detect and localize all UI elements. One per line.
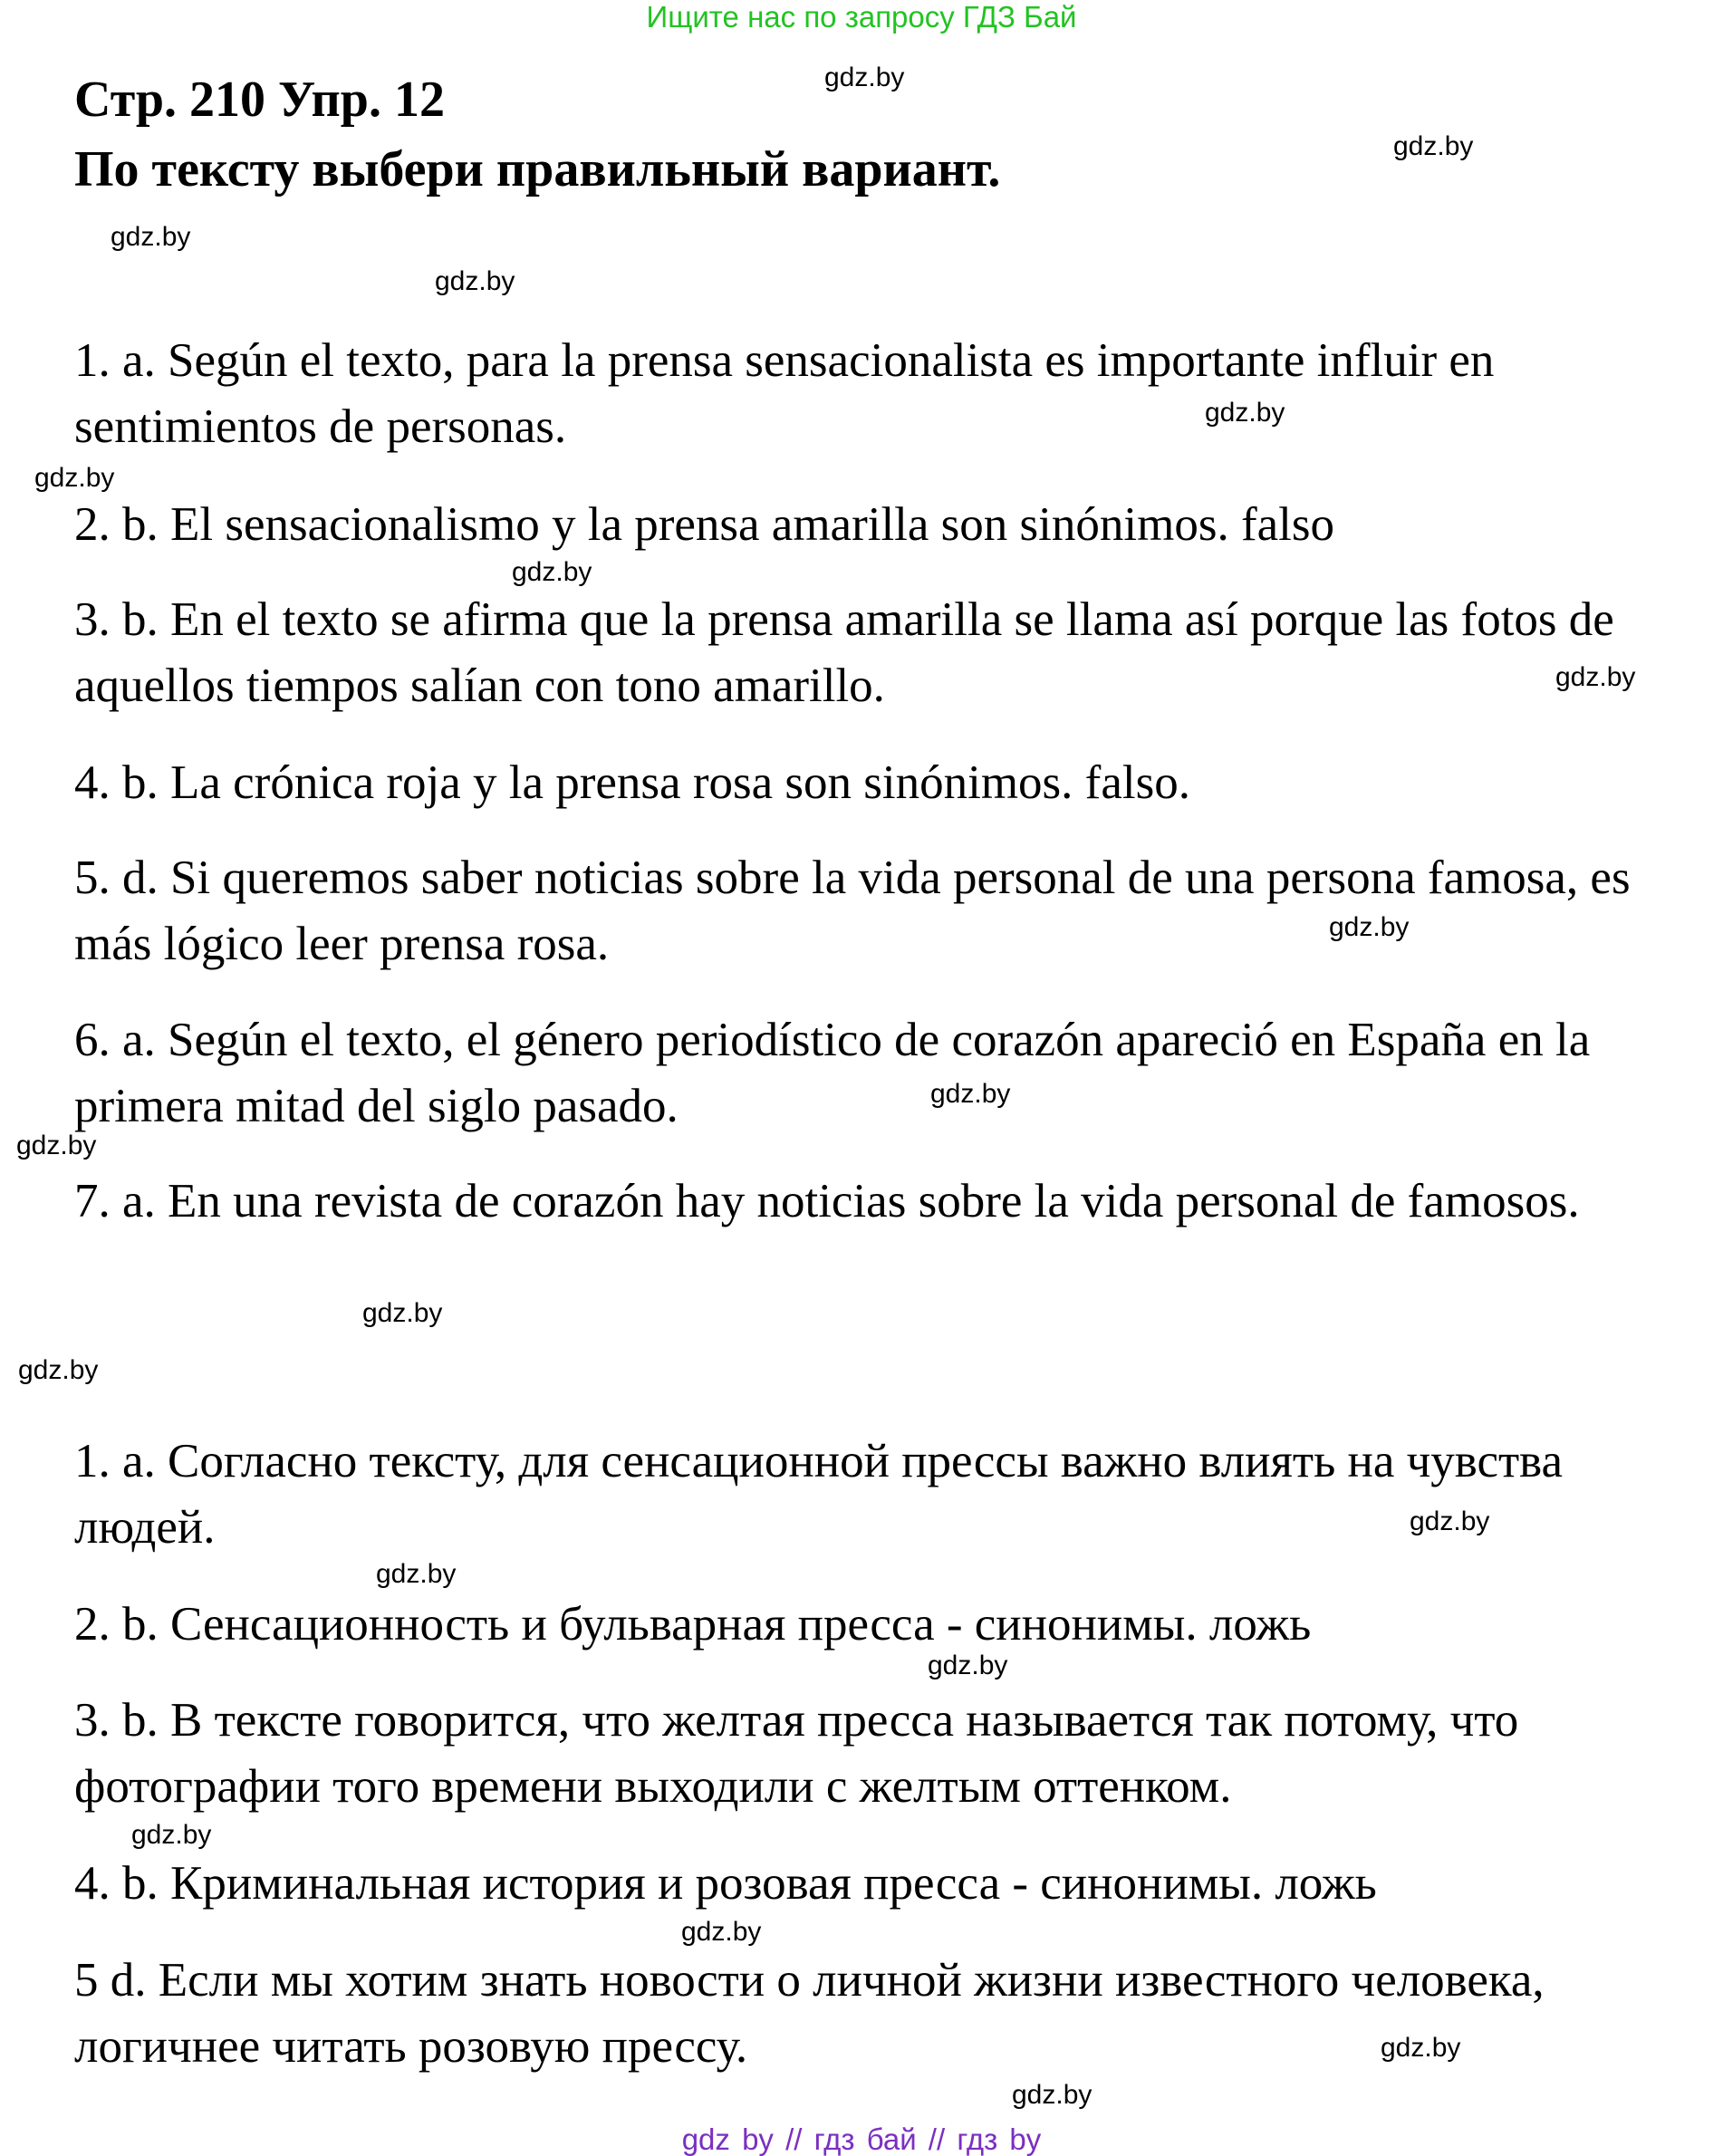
spanish-answer-5: 5. d. Si queremos saber noticias sobre la vida personal de una persona famosa, es más lógico leer prensa rosa.	[74, 852, 1631, 970]
russian-answer-1: 1. a. Согласно тексту, для сенсационной прессы важно влиять на чувства людей.	[74, 1435, 1564, 1554]
watermark: gdz.by	[930, 1079, 1011, 1109]
watermark: gdz.by	[34, 463, 115, 493]
page-title: Стр. 210 Упр. 12	[74, 72, 445, 128]
spanish-answer-7: 7. a. En una revista de corazón hay noticias sobre la vida personal de famosos.	[74, 1175, 1580, 1227]
russian-answer-3: 3. b. В тексте говорится, что желтая пресса называется так потому, что фотографии того времени выходили с желтым оттенком.	[74, 1694, 1519, 1813]
watermark: gdz.by	[376, 1559, 457, 1589]
spanish-answer-1: 1. a. Según el texto, para la prensa sensacionalista es importante influir en sentimientos de personas.	[74, 334, 1495, 453]
watermark: gdz.by	[362, 1298, 443, 1328]
watermark: gdz.by	[1555, 662, 1636, 692]
watermark: gdz.by	[1410, 1506, 1490, 1536]
watermark: gdz.by	[18, 1355, 99, 1385]
watermark: gdz.by	[435, 266, 515, 296]
russian-answer-2: 2. b. Сенсационность и бульварная пресса - синонимы. ложь	[74, 1598, 1312, 1651]
watermark: gdz.by	[131, 1820, 212, 1850]
task-instruction: По тексту выбери правильный вариант.	[74, 141, 1001, 197]
watermark: gdz.by	[824, 63, 905, 92]
watermark: gdz.by	[1012, 2080, 1093, 2110]
watermark: gdz.by	[1393, 131, 1474, 161]
russian-answer-5: 5 d. Если мы хотим знать новости о личной жизни известного человека, логичнее читать розовую прессу.	[74, 1954, 1545, 2073]
watermark: gdz.by	[512, 557, 592, 587]
watermark: gdz.by	[1381, 2033, 1461, 2063]
watermark: gdz.by	[1329, 912, 1410, 942]
watermark: gdz.by	[681, 1917, 762, 1947]
spanish-answer-4: 4. b. La crónica roja y la prensa rosa son sinónimos. falso.	[74, 756, 1190, 809]
spanish-answer-6: 6. a. Según el texto, el género periodístico de corazón apareció en España en la primera mitad del siglo pasado.	[74, 1014, 1591, 1132]
russian-answer-4: 4. b. Криминальная история и розовая пресса - синонимы. ложь	[74, 1857, 1377, 1910]
spanish-answer-2: 2. b. El sensacionalismo y la prensa amarilla son sinónimos. falso	[74, 498, 1334, 551]
watermark: gdz.by	[1205, 398, 1285, 428]
spanish-answer-3: 3. b. En el texto se afirma que la prensa amarilla se llama así porque las fotos de aquellos tiempos salían con tono amarillo.	[74, 593, 1614, 712]
top-banner: Ищите нас по запросу ГДЗ Бай	[646, 0, 1077, 34]
watermark: gdz.by	[16, 1131, 97, 1160]
watermark: gdz.by	[928, 1651, 1008, 1680]
watermark: gdz.by	[111, 222, 191, 252]
footer-links: gdz by // гдз бай // гдз by	[681, 2122, 1042, 2156]
